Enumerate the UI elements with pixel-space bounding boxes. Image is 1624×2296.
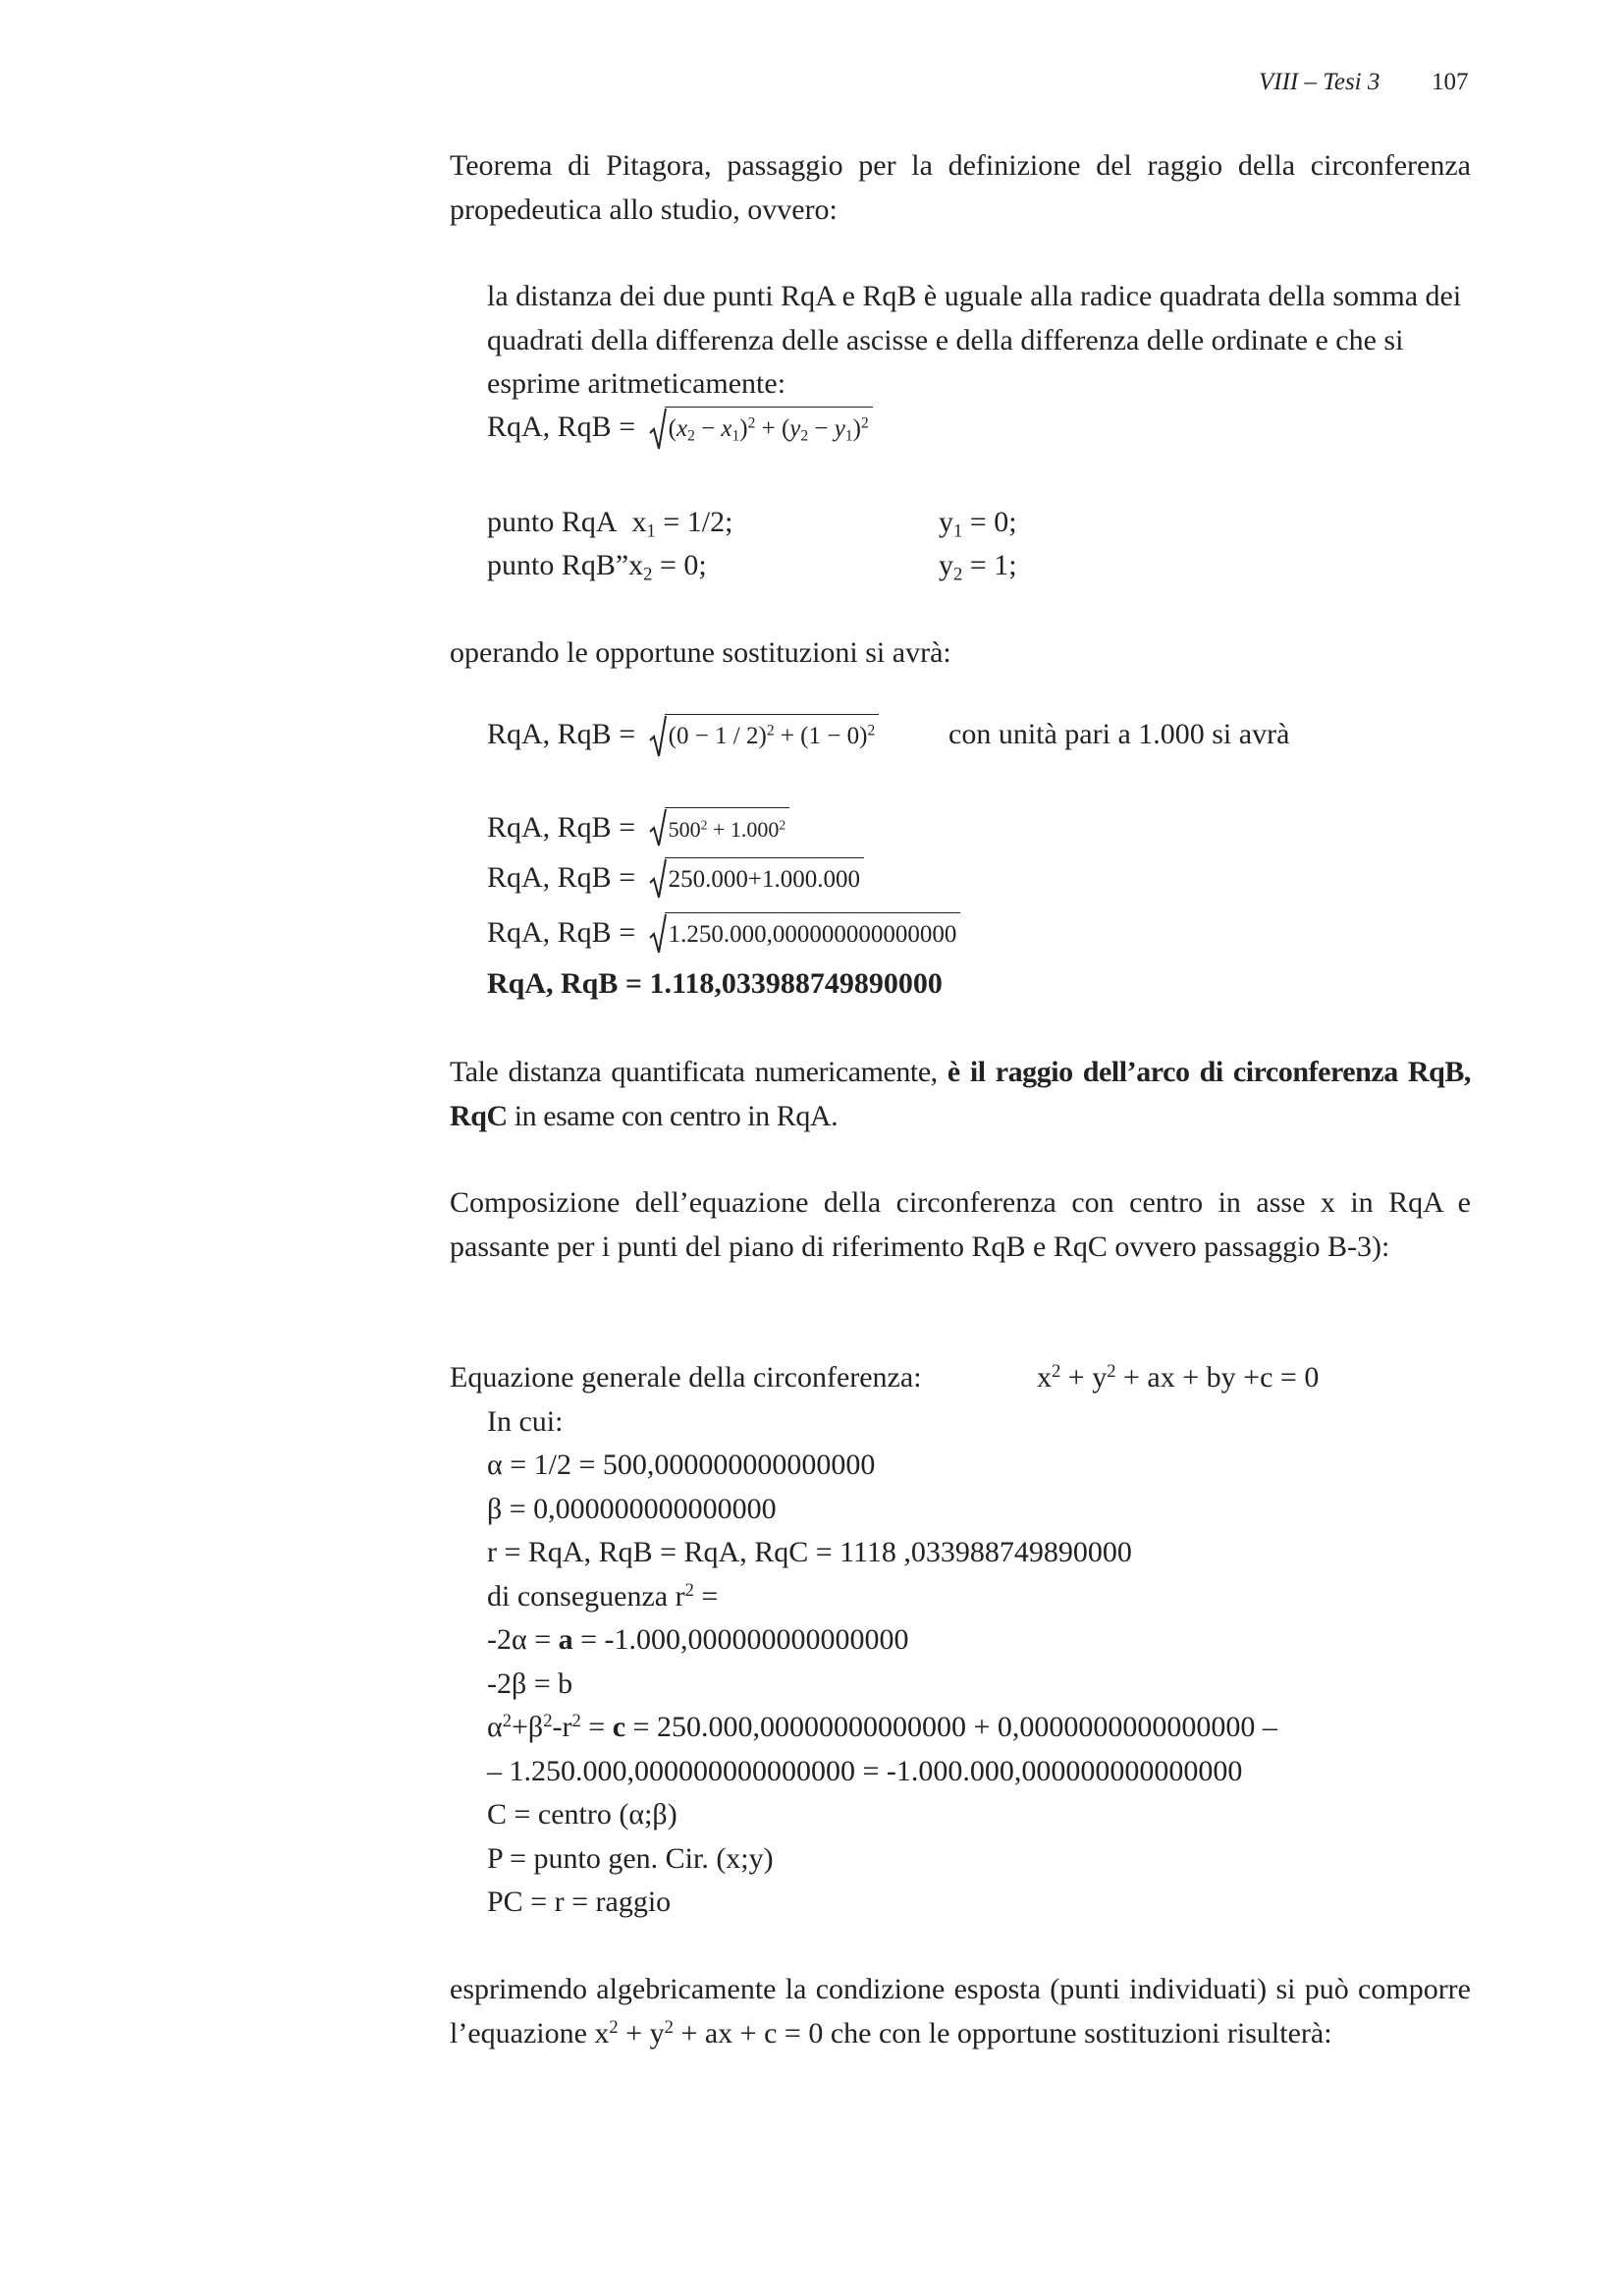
b-coefficient: -2β = b: [487, 1667, 573, 1700]
conclusion-paragraph: Tale distanza quantificata numericamente, è il raggio dell’arco di circonferenza RqB, RqC in esame con centro in RqA.: [450, 1056, 1471, 1132]
sqrt-symbol: 250.000+1.000.000: [649, 856, 864, 902]
page-number: 107: [1432, 69, 1469, 95]
center-def: C = centro (α;β): [487, 1798, 677, 1831]
sqrt-symbol: $(x_2 - x_1)^2 + (y_2 - y_1)^2$: [649, 406, 873, 452]
composition-paragraph: Composizione dell’equazione della circonferenza con centro in asse x in RqA e passante per i punti del piano di riferimento RqB e RqC ovvero passaggio B-3):: [450, 1186, 1471, 1263]
definition-paragraph: la distanza dei due punti RqA e RqB è uguale alla radice quadrata della somma dei quadrati della differenza delle ascisse e della differenza delle ordinate e che si esprime aritmeticamente:: [487, 280, 1462, 400]
substitution-step-2: RqA, RqB = $500^2 + 1.000^2$: [487, 806, 789, 852]
result-line: RqA, RqB = 1.118,033988749890000: [487, 967, 943, 1000]
sqrt-symbol: $500^2 + 1.000^2$: [649, 806, 790, 852]
point-b-y: $y_2 = 1$;: [939, 549, 1017, 585]
sqrt-symbol: $(0 - 1 / 2)^2 + (1 - 0)^2$: [649, 713, 880, 759]
distance-formula: [487, 406, 873, 452]
substitution-step-1: RqA, RqB = $(0 - 1 / 2)^2 + (1 - 0)^2$: [487, 713, 879, 759]
point-a-y: $y_1 = 0$;: [939, 506, 1017, 542]
sqrt-symbol: 1.250.000,000000000000000: [649, 911, 961, 957]
substitution-step-4: RqA, RqB = 1.250.000,000000000000000: [487, 911, 960, 957]
running-title: VIII – Tesi 3: [1259, 69, 1380, 95]
point-b-label: punto RqB”: [487, 549, 629, 581]
point-a-label: punto RqA: [487, 506, 618, 538]
point-a-x: = 1/2;: [663, 506, 733, 538]
point-b-row: punto $RqB”x_2 = 0$;: [487, 549, 707, 585]
equation-label: Equazione generale della circonferenza:: [450, 1361, 922, 1394]
intro-paragraph: Teorema di Pitagora, passaggio per la definizione del raggio della circonferenza propedeutica allo studio, ovvero:: [450, 149, 1471, 226]
substitution-step-3: RqA, RqB = 250.000+1.000.000: [487, 856, 864, 902]
formula-label: RqA, RqB =: [487, 410, 636, 443]
c-coefficient: $\alpha^2+\beta^2-r^2 = c = 250.000,00000000000000 + 0,0000000000000000$ –: [487, 1710, 1277, 1743]
unit-note: con unità pari a 1.000 si avrà: [948, 718, 1290, 750]
closing-paragraph: esprimendo algebricamente la condizione esposta (punti individuati) si può comporre l’equazione $x^2 + y^2$ + ax + c = 0 che con le opportune sostituzioni risulterà:: [450, 1973, 1471, 2050]
page-number-box: [1432, 69, 1469, 96]
beta-value: β = 0,000000000000000: [487, 1493, 777, 1525]
running-header: [1259, 69, 1380, 96]
point-a-row: punto RqA $x_1 = 1/2$;: [487, 506, 733, 542]
c-coefficient-line2: – 1.250.000,000000000000000 = -1.000.000,000000000000000: [487, 1755, 1243, 1787]
a-coefficient: -2α = a = -1.000,000000000000000: [487, 1623, 909, 1656]
point-b-x: = 0;: [659, 549, 707, 581]
point-def: P = punto gen. Cir. (x;y): [487, 1842, 774, 1875]
consequence-line: di conseguenza $r^2$ =: [487, 1579, 719, 1613]
radius-value: r = RqA, RqB = RqA, RqC = 1118 ,033988749890000: [487, 1536, 1132, 1568]
alpha-value: α = 1/2 = 500,000000000000000: [487, 1449, 876, 1481]
substitution-intro: operando le opportune sostituzioni si avrà:: [450, 636, 951, 669]
radius-def: PC = r = raggio: [487, 1886, 672, 1918]
general-equation: $x^2 + y^2$ + ax + by +c = 0: [1037, 1360, 1320, 1394]
in-cui: In cui:: [487, 1405, 564, 1438]
